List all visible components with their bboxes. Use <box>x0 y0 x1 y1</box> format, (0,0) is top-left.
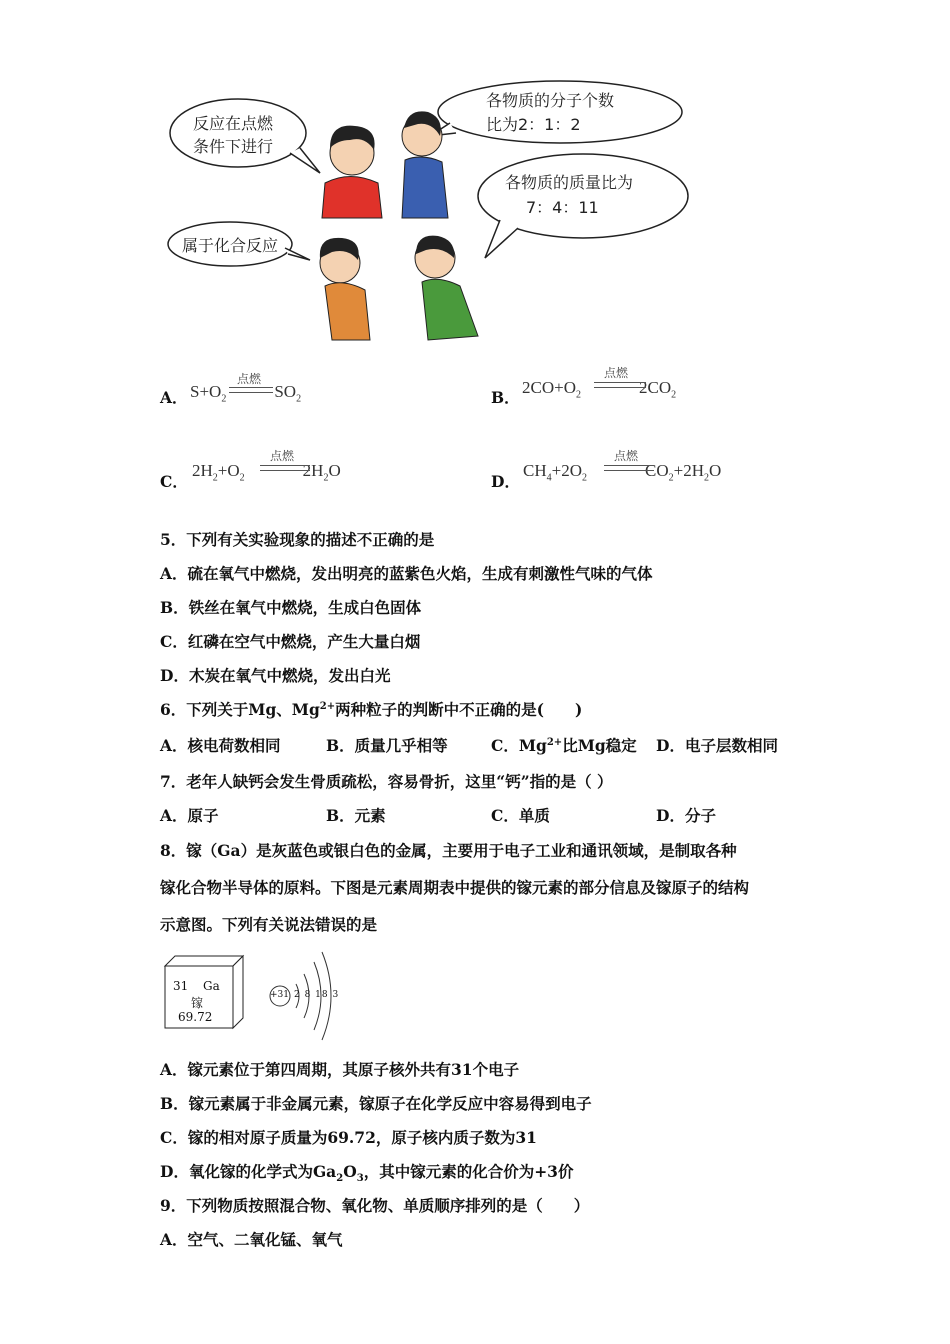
q8-stem-line-3: 示意图。下列有关说法错误的是 <box>160 915 378 934</box>
gallium-atom-structure <box>266 948 346 1044</box>
option-d-condition: 点燃 <box>614 449 639 463</box>
option-d-label: D． <box>491 472 520 491</box>
option-d-equation: $CH_4+2O_2$ $CO_2+2H_2O$ <box>523 461 722 484</box>
element-atomic-mass: 69.72 <box>178 1010 213 1024</box>
option-c-condition: 点燃 <box>270 449 295 463</box>
atom-nucleus: +31 <box>270 990 289 1000</box>
q9-option-a: A．空气、二氧化锰、氧气 <box>160 1230 343 1249</box>
bubble-3-line-1: 各物质的质量比为 <box>505 173 634 192</box>
q8-stem-line-2: 镓化合物半导体的原料。下图是元素周期表中提供的镓元素的部分信息及镓原子的结构 <box>160 878 750 897</box>
option-a-condition: 点燃 <box>237 372 262 386</box>
q9-stem: 9．下列物质按照混合物、氧化物、单质顺序排列的是（ ） <box>160 1196 590 1215</box>
q5-stem: 5．下列有关实验现象的描述不正确的是 <box>160 530 435 549</box>
option-a-equation: $S+O_2$ $SO_2$ <box>190 382 302 405</box>
bubble-2-line-2: 比为2：1：2 <box>486 115 581 134</box>
q8-option-d: D．氧化镓的化学式为$Ga_2O_3$，其中镓元素的化合价为+3价 <box>160 1162 574 1185</box>
option-b-equation: $2CO+O_2$ $2CO_2$ <box>522 378 677 401</box>
q6-stem: 6．下列关于Mg、$Mg^{2+}$两种粒子的判断中不正确的是( ) <box>160 700 583 719</box>
q8-option-b: B．镓元素属于非金属元素，镓原子在化学反应中容易得到电子 <box>160 1094 592 1113</box>
q8-option-c: C．镓的相对原子质量为69.72，原子核内质子数为31 <box>160 1128 537 1147</box>
q8-stem-line-1: 8．镓（Ga）是灰蓝色或银白色的金属，主要用于电子工业和通讯领域，是制取各种 <box>160 841 737 860</box>
bubble-1-line-2: 条件下进行 <box>193 137 274 156</box>
q6-option-a: A．核电荷数相同 <box>160 736 281 755</box>
cartoon-illustration <box>160 78 700 348</box>
option-b-condition: 点燃 <box>604 366 629 380</box>
option-a-label: A． <box>160 388 188 407</box>
q7-stem: 7．老年人缺钙会发生骨质疏松，容易骨折，这里“钙”指的是（ ） <box>160 772 613 791</box>
bubble-2-line-1: 各物质的分子个数 <box>486 91 615 110</box>
q5-option-a: A．硫在氧气中燃烧，发出明亮的蓝紫色火焰，生成有刺激性气味的气体 <box>160 564 653 583</box>
bubble-4: 属于化合反应 <box>182 236 279 255</box>
option-a-equals <box>229 387 273 393</box>
q6-option-c: C．$Mg^{2+}$比Mg稳定 <box>491 736 637 755</box>
option-c-equals <box>260 465 310 471</box>
option-c-label: C． <box>160 472 188 491</box>
q5-option-d: D．木炭在氧气中燃烧，发出白光 <box>160 666 391 685</box>
bubble-3-line-2: 7：4：11 <box>526 198 599 217</box>
q7-option-d: D．分子 <box>656 806 716 825</box>
option-b-equals <box>594 382 646 388</box>
element-name: 镓 <box>191 996 204 1010</box>
option-d-equals <box>604 465 654 471</box>
bubble-1-line-1: 反应在点燃 <box>193 114 274 133</box>
q7-option-a: A．原子 <box>160 806 219 825</box>
option-c-equation: $2H_2+O_2$ $2H_2O$ <box>192 461 341 484</box>
atom-shell-electrons: 2 8 18 3 <box>294 990 340 1000</box>
q5-option-c: C．红磷在空气中燃烧，产生大量白烟 <box>160 632 421 651</box>
q6-option-b: B．质量几乎相等 <box>326 736 448 755</box>
q5-option-b: B．铁丝在氧气中燃烧，生成白色固体 <box>160 598 422 617</box>
q8-option-a: A．镓元素位于第四周期，其原子核外共有31个电子 <box>160 1060 520 1079</box>
gallium-element-cell <box>163 954 247 1030</box>
q6-option-d: D．电子层数相同 <box>656 736 778 755</box>
element-atomic-number: 31 <box>173 979 189 993</box>
element-symbol: Ga <box>203 979 220 993</box>
q7-option-c: C．单质 <box>491 806 550 825</box>
option-b-label: B． <box>491 388 520 407</box>
q7-option-b: B．元素 <box>326 806 386 825</box>
